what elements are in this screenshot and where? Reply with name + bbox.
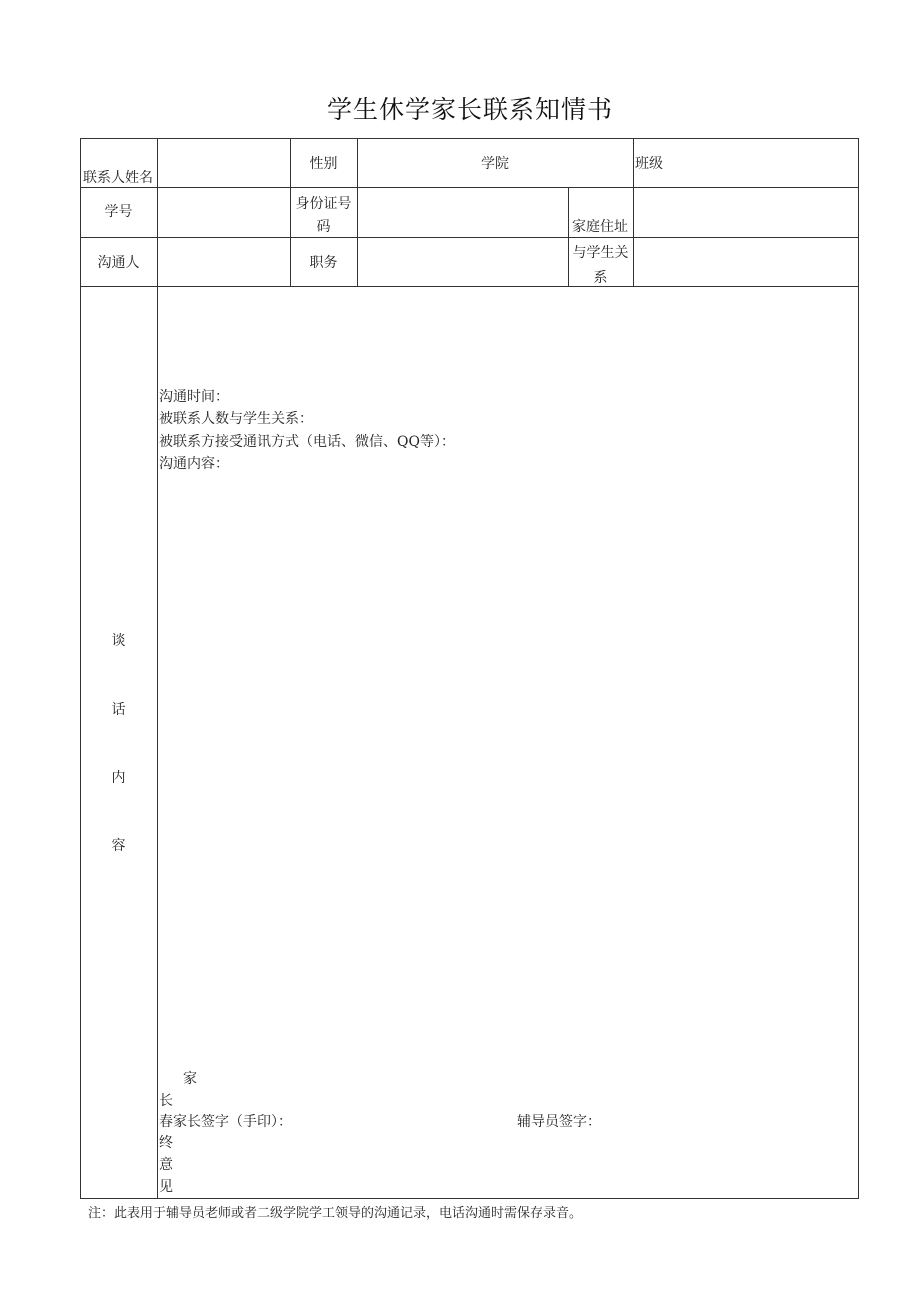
contact-relation-field: 被联系人数与学生关系： bbox=[159, 411, 313, 427]
id-card-label-cont: 码 bbox=[316, 219, 331, 235]
student-id-label: 学号 bbox=[104, 204, 133, 220]
comm-method-field: 被联系方接受通讯方式（电话、微信、QQ等）： bbox=[159, 434, 455, 450]
row-divider bbox=[80, 237, 859, 238]
side-label-char: 容 bbox=[111, 838, 126, 854]
contact-name-label: 联系人姓名 bbox=[83, 170, 153, 186]
id-card-label: 身份证号 bbox=[295, 196, 352, 212]
row-divider bbox=[80, 187, 859, 188]
parent-section-char: 终 bbox=[159, 1135, 173, 1151]
side-label-char: 内 bbox=[111, 770, 126, 786]
parent-section-char: 家 bbox=[183, 1071, 197, 1087]
gender-label: 性别 bbox=[309, 156, 338, 172]
parent-section-char: 春 bbox=[159, 1114, 173, 1130]
side-label-char: 谈 bbox=[111, 633, 126, 649]
row-divider bbox=[80, 286, 859, 287]
college-label: 学院 bbox=[481, 156, 509, 172]
parent-section-char: 意 bbox=[159, 1157, 173, 1173]
relation-label-cont: 系 bbox=[593, 270, 608, 286]
communicator-label: 沟通人 bbox=[97, 255, 140, 271]
counselor-signature-field: 辅导员签字： bbox=[517, 1114, 601, 1130]
document-title: 学生休学家长联系知情书 bbox=[326, 95, 613, 124]
parent-signature-field: 家长签字（手印）： bbox=[173, 1114, 292, 1130]
parent-section-char: 见 bbox=[159, 1179, 173, 1195]
home-address-label: 家庭住址 bbox=[572, 219, 628, 235]
column-divider bbox=[157, 138, 158, 1199]
class-label: 班级 bbox=[635, 156, 663, 172]
parent-section-char: 长 bbox=[159, 1093, 173, 1109]
footer-note: 注：此表用于辅导员老师或者二级学院学工领导的沟通记录，电话沟通时需保存录音。 bbox=[88, 1206, 583, 1221]
form-table bbox=[80, 138, 859, 1199]
side-label-char: 话 bbox=[111, 702, 126, 718]
column-divider bbox=[633, 138, 634, 286]
comm-content-field: 沟通内容： bbox=[159, 456, 229, 472]
comm-time-field: 沟通时间： bbox=[159, 389, 229, 405]
relation-label: 与学生关 bbox=[572, 245, 629, 261]
position-label: 职务 bbox=[309, 255, 338, 271]
